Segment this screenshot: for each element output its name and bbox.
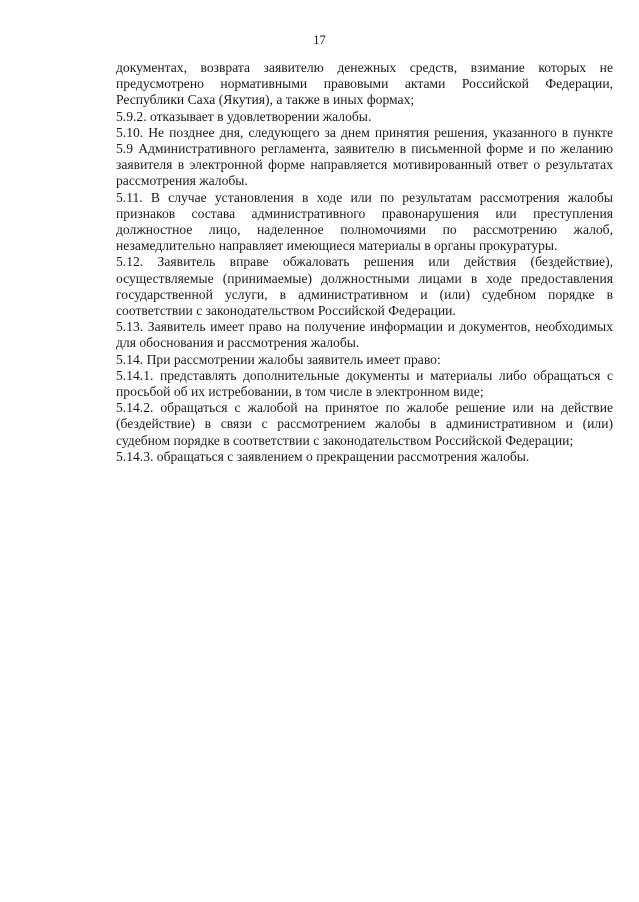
paragraph-5-10: 5.10. Не позднее дня, следующего за днем принятия решения, указанного в пункте 5.9 Административного регламента, заявителю в письменной форме и по желанию заявителя в электронной форме направляется мотивированный ответ о результатах рассмотрения жалобы. [116,124,613,189]
document-body [116,60,613,465]
paragraph-5-14: 5.14. При рассмотрении жалобы заявитель имеет право: [116,351,441,367]
paragraph-5-11: 5.11. В случае установления в ходе или по результатам рассмотрения жалобы признаков состава административного правонарушения или преступления должностное лицо, наделенное полномочиями по рассмотрению жалоб, незамедлительно направляет имеющиеся материалы в органы прокуратуры. [116,189,613,254]
paragraph-5-13: 5.13. Заявитель имеет право на получение информации и документов, необходимых для обоснования и рассмотрения жалобы. [116,319,613,351]
page-number: 17 [313,33,326,47]
paragraph-5-12: 5.12. Заявитель вправе обжаловать решения или действия (бездействие), осуществляемые (принимаемые) должностными лицами в ходе предоставления государственной услуги, в административном и (или) судебном порядке в соответствии с законодательством Российской Федерации. [116,254,613,319]
paragraph-5-14-2: 5.14.2. обращаться с жалобой на принятое по жалобе решение или на действие (бездействие) в связи с рассмотрением жалобы в административном и (или) судебном порядке в соответствии с законодательством Российской Федерации; [116,400,613,448]
paragraph-5-14-3: 5.14.3. обращаться с заявлением о прекращении рассмотрения жалобы. [116,448,530,464]
paragraph-continuation: документах, возврата заявителю денежных средств, взимание которых не предусмотрено нормативными правовыми актами Российской Федерации, Республики Саха (Якутия), а также в иных формах; [116,60,613,108]
paragraph-5-14-1: 5.14.1. представлять дополнительные документы и материалы либо обращаться с просьбой об их истребовании, в том числе в электронном виде; [116,367,613,400]
paragraph-5-9-2: 5.9.2. отказывает в удовлетворении жалобы. [116,108,372,124]
